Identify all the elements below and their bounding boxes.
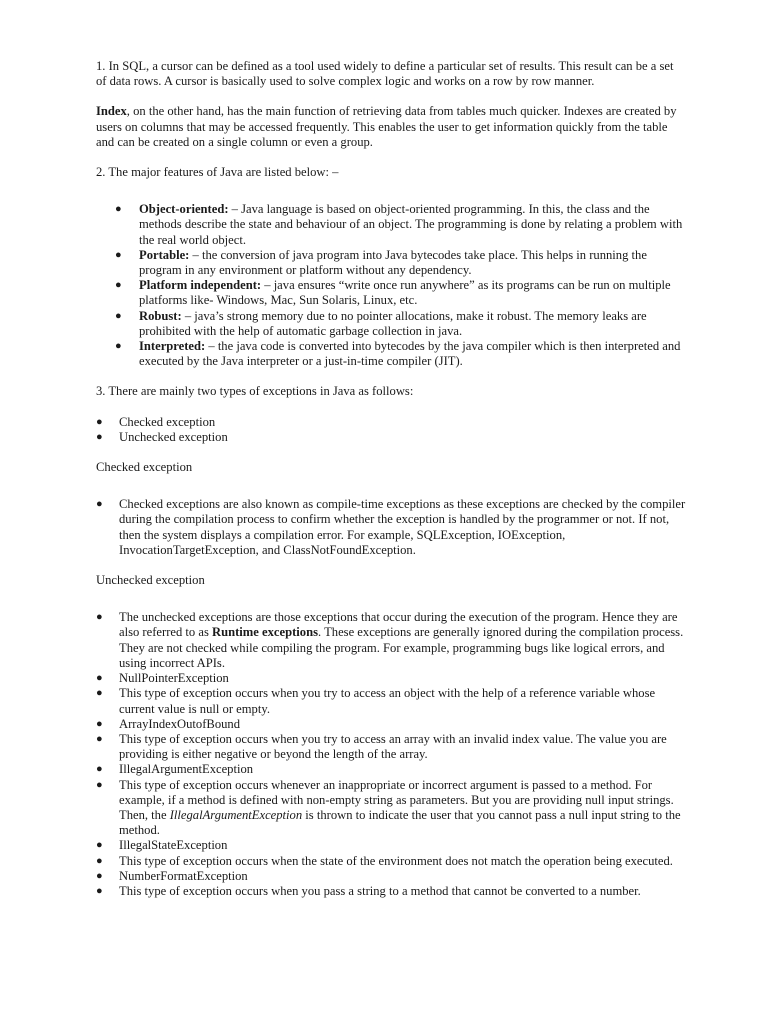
bullet-icon: ● (96, 839, 103, 852)
list-item: ● Checked exceptions are also known as compile-time exceptions as these exceptions are checked by the compiler during the compilation process to confirm whether the exception is handled by the programmer or not. If not, then the system displays a compilation error. For example, SQLException, IOException, InvocationTargetException, and ClassNotFoundException. (96, 497, 686, 557)
bullet-icon: ● (115, 279, 122, 292)
unchecked-exception-heading: Unchecked exception (96, 573, 205, 588)
bullet-icon: ● (96, 869, 103, 882)
list-item: ● This type of exception occurs whenever an inappropriate or incorrect argument is passed to a method. For example, if a method is defined with non-empty string as parameters. But you are providing null input strings. Then, the IllegalArgumentException is thrown to indicate the user that you cannot pass a null input string to the method. (96, 777, 681, 838)
bullet-icon: ● (115, 309, 122, 322)
list-item: ● Platform independent: – java ensures “write once run anywhere” as its programs can be run on multiple platforms like- Windows, Mac, Sun Solaris, Linux, etc. (115, 278, 671, 308)
list-item: ● IllegalArgumentException (96, 762, 254, 777)
checked-exception-list (96, 497, 686, 558)
checked-exception-heading: Checked exception (96, 460, 193, 475)
java-features-list (96, 202, 686, 369)
bullet-icon: ● (96, 430, 103, 443)
list-item: ● Robust: – java’s strong memory due to no pointer allocations, make it robust. The memory leaks are prohibited with the help of automatic garbage collection in java. (115, 308, 647, 338)
list-item: ● Portable: – the conversion of java program into Java bytecodes take place. This helps in running the program in any environment or platform without any dependency. (115, 247, 647, 278)
list-item: ● Object-oriented: – Java language is based on object-oriented programming. In this, the class and the methods describe the state and behaviour of an object. The programming is done by relating a problem with the real world object. (115, 202, 683, 247)
bullet-icon: ● (96, 611, 103, 624)
index-description: , on the other hand, has the main function of retrieving data from tables much quicker. Indexes are created by users on columns that may be accessed frequently. This enables the user to get information quickly from the table and can be created on a single column or even a group. (96, 104, 677, 149)
list-item: ● This type of exception occurs when you try to access an array with an invalid index value. The value you are providing is either negative or beyond the length of the array. (96, 731, 667, 762)
bullet-icon: ● (96, 498, 103, 511)
bullet-icon: ● (96, 732, 103, 745)
exceptions-intro: 3. There are mainly two types of exceptions in Java as follows: (96, 384, 414, 399)
list-item: ● Unchecked exception (96, 429, 228, 444)
bullet-icon: ● (115, 340, 122, 353)
list-item: ● NullPointerException (96, 671, 229, 686)
list-item: ● This type of exception occurs when you pass a string to a method that cannot be converted to a number. (96, 883, 641, 898)
list-item: ● ArrayIndexOutofBound (96, 716, 241, 731)
list-item: ● The unchecked exceptions are those exceptions that occur during the execution of the program. Hence they are also referred to as Runtime exceptions. These exceptions are generally ignored during the compilation process. They are not checked while compiling the program. For example, programming bugs like logical errors, and using incorrect APIs. (96, 610, 684, 670)
list-item: ● Interpreted: – the java code is converted into bytecodes by the java compiler which is then interpreted and executed by the Java interpreter or a just-in-time compiler (JIT). (115, 339, 681, 369)
bullet-icon: ● (96, 854, 103, 867)
bullet-icon: ● (96, 687, 103, 700)
sql-index-paragraph (96, 104, 686, 150)
list-item: ● Checked exception (96, 414, 216, 429)
sql-cursor-paragraph: 1. In SQL, a cursor can be defined as a tool used widely to define a particular set of results. This result can be a set of data rows. A cursor is basically used to solve complex logic and works on a row by row manner. (96, 59, 674, 89)
bullet-icon: ● (115, 248, 122, 261)
bullet-icon: ● (96, 763, 103, 776)
bullet-icon: ● (115, 203, 122, 216)
exception-types-list (96, 415, 686, 445)
list-item: ● NumberFormatException (96, 868, 248, 883)
document-page (96, 59, 686, 914)
bullet-icon: ● (96, 884, 103, 897)
bullet-icon: ● (96, 717, 103, 730)
bullet-icon: ● (96, 672, 103, 685)
index-term: Index (96, 104, 127, 119)
bullet-icon: ● (96, 778, 103, 791)
java-features-intro: 2. The major features of Java are listed below: – (96, 165, 339, 180)
list-item: ● This type of exception occurs when the state of the environment does not match the operation being executed. (96, 853, 673, 868)
unchecked-exception-list (96, 610, 686, 899)
bullet-icon: ● (96, 415, 103, 428)
list-item: ● This type of exception occurs when you try to access an object with the help of a reference variable whose current value is null or empty. (96, 686, 656, 716)
list-item: ● IllegalStateException (96, 838, 228, 853)
